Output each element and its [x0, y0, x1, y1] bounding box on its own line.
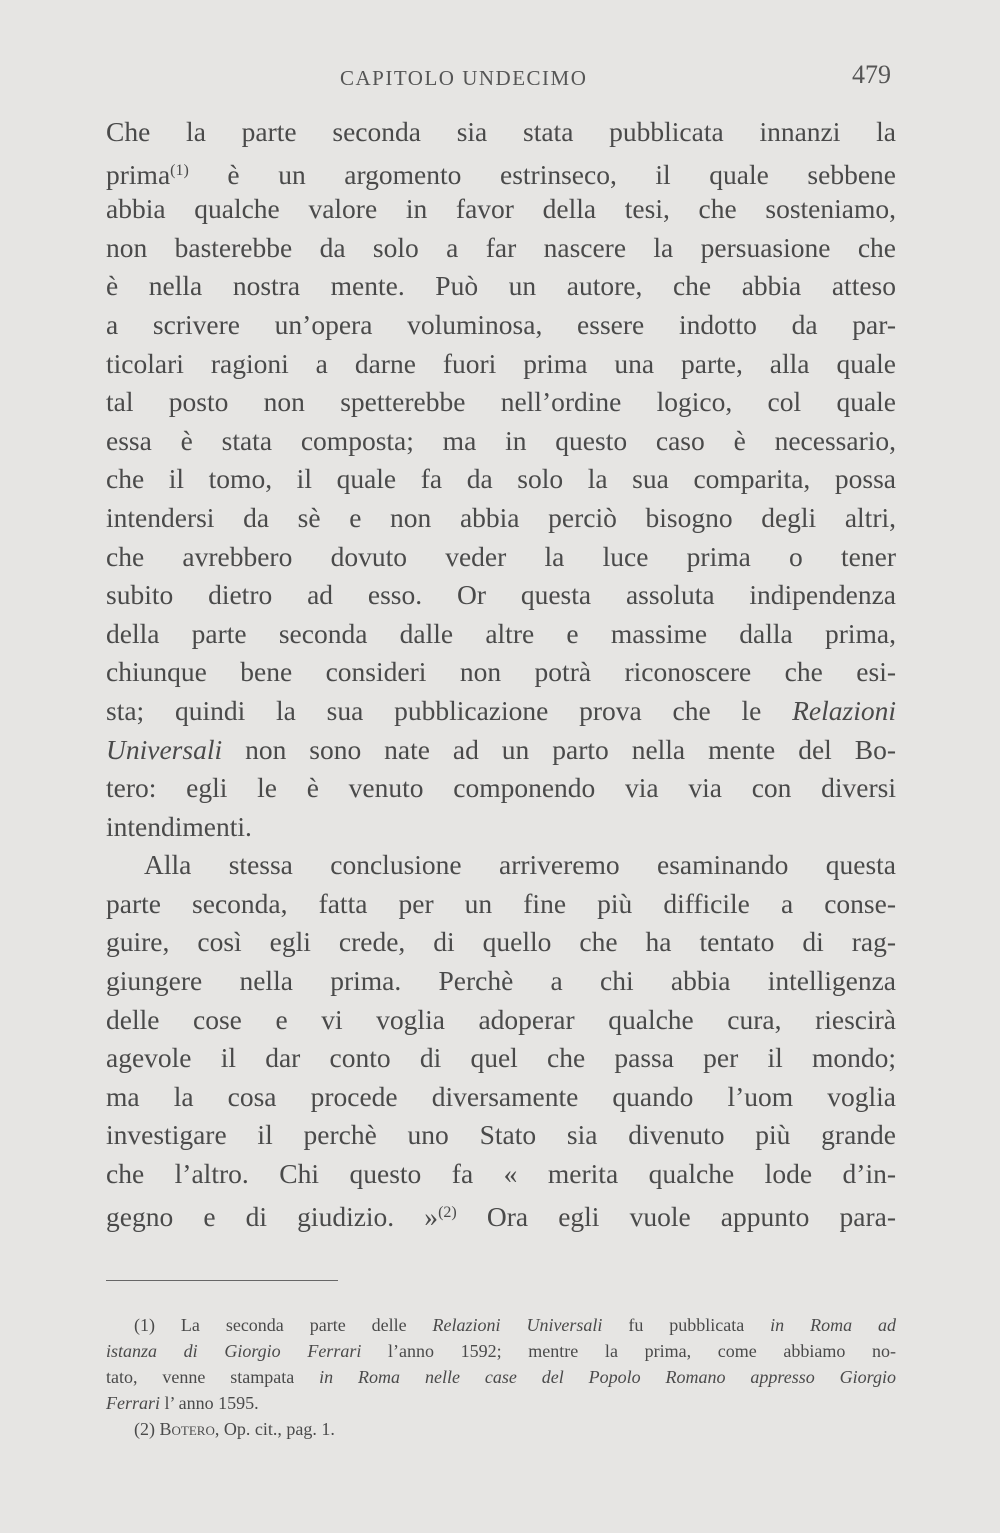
text-line: ticolari ragioni a darne fuori prima una parte, alla quale — [106, 347, 896, 379]
text-line: intendimenti. — [106, 810, 252, 842]
footnotes — [106, 1312, 896, 1442]
text-line: non basterebbe da solo a far nascere la persuasione che — [106, 231, 896, 263]
footnote-1-line: istanza di Giorgio Ferrari l’anno 1592; mentre la prima, come abbiamo no- — [106, 1341, 897, 1361]
text-line: intendersi da sè e non abbia perciò bisogno degli altri, — [106, 501, 896, 533]
footnote-1-line: (1) La seconda parte delle Relazioni Universali fu pubblicata in Roma ad — [134, 1315, 897, 1335]
text-line: che avrebbero dovuto veder la luce prima o tener — [106, 540, 896, 572]
text-line: delle cose e vi voglia adoperar qualche cura, riescirà — [106, 1003, 896, 1035]
text-line: Alla stessa conclusione arriveremo esaminando questa — [144, 849, 896, 881]
text-line: che l’altro. Chi questo fa « merita qualche lode d’in- — [106, 1158, 896, 1190]
text-line: Che la parte seconda sia stata pubblicata innanzi la — [106, 116, 896, 147]
text-line: tal posto non spetterebbe nell’ordine logico, col quale — [106, 386, 896, 418]
footnote-divider — [106, 1280, 338, 1281]
text-line: essa è stata composta; ma in questo caso è necessario, — [106, 424, 896, 456]
footnote-2: (2) Botero, Op. cit., pag. 1. — [134, 1419, 335, 1439]
text-line: agevole il dar conto di quel che passa per il mondo; — [106, 1042, 896, 1074]
author-name: Botero — [159, 1419, 215, 1439]
footnote-1-line: tato, venne stampata in Roma nelle case del Popolo Romano appresso Giorgio — [106, 1367, 896, 1387]
text-line: della parte seconda dalle altre e massime dalla prima, — [106, 617, 896, 649]
text-line: tero: egli le è venuto componendo via via con diversi — [106, 772, 896, 804]
page-number: 479 — [852, 60, 891, 89]
text-line: parte seconda, fatta per un fine più difficile a conse- — [106, 887, 896, 919]
text-line: guire, così egli crede, di quello che ha tentato di rag- — [106, 926, 896, 958]
text-line: sta; quindi la sua pubblicazione prova che le Relazioni — [106, 694, 897, 726]
text-line: a scrivere un’opera voluminosa, essere indotto da par- — [106, 308, 896, 340]
text-line: prima$^{(1)}$ è un argomento estrinseco, il quale sebbene — [106, 158, 897, 190]
footnote-ref-2: (2) — [438, 1203, 457, 1221]
body-text — [106, 113, 896, 1232]
text-line: chiunque bene consideri non potrà riconoscere che esi- — [106, 656, 896, 688]
footnote-ref-1: (1) — [170, 161, 189, 179]
italic-title: Universali — [106, 733, 223, 765]
text-line: giungere nella prima. Perchè a chi abbia intelligenza — [106, 965, 896, 997]
text-line: abbia qualche valore in favor della tesi, che sosteniamo, — [106, 193, 896, 225]
text-line: investigare il perchè uno Stato sia divenuto più grande — [106, 1119, 896, 1151]
text-line: che il tomo, il quale fa da solo la sua comparita, possa — [106, 463, 896, 495]
text-line: è nella nostra mente. Può un autore, che abbia atteso — [106, 270, 896, 302]
footnote-1-line: Ferrari l’ anno 1595. — [106, 1393, 259, 1413]
running-header: CAPITOLO UNDECIMO — [340, 66, 588, 90]
text-line: Universali non sono nate ad un parto nella mente del Bo- — [106, 733, 897, 765]
text-line: ma la cosa procede diversamente quando l’uom voglia — [106, 1080, 896, 1112]
italic-title: Relazioni — [792, 694, 897, 726]
text-line: gegno e di giudizio. »$^{(2)}$ Ora egli vuole appunto para- — [106, 1200, 896, 1232]
text-line: subito dietro ad esso. Or questa assoluta indipendenza — [106, 579, 896, 611]
